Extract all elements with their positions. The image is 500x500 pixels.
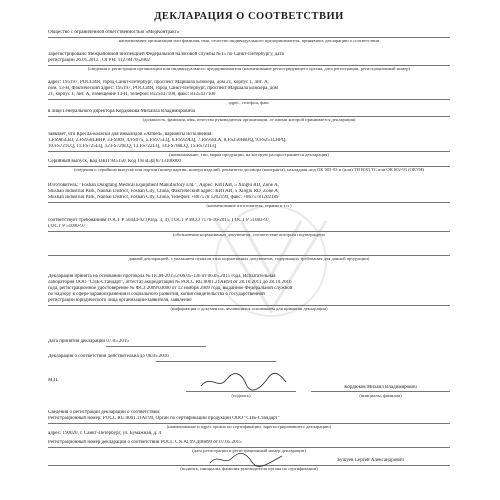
basis-line-1: Декларация принята на основании протокола № ПСМ-2015/2/06.05-136 от 06.05.2015 года, Испытательная xyxy=(48,274,276,279)
product-line-2: 1.FS985LBJ, 2.FS958LBHP, 3.FS909, 4.FS975, 5.FS975LQ, 6.FS959LQ, 7.FS958LA, 8.FS250HBJQ, 9.FS251LHPQ, xyxy=(48,138,287,143)
registration-line-3: Регистрационный номер декларации о соответствии РОСС CN.АГ99.Д06899 от 07.05.2015 xyxy=(48,440,242,445)
registration-line-2: регистрации 26.01.2012 , ОГРН: 1127847052002 xyxy=(48,58,151,63)
signatory-name-caption: (инициалы, фамилия) xyxy=(359,393,402,398)
registration-caption-2: (дата регистрации и регистрационный номер декларации) xyxy=(192,448,306,453)
product-line-1: заявляет, что Кресла-коляски для инвалидов «Armed», варианты исполнения: xyxy=(48,132,213,137)
address-line-3: 21, корпус 1, лит. А, помещение 13-Н, телефон: 8125437100, факс: 8125437100 xyxy=(48,92,216,97)
director-line: в лице Генерального директора Кордюкова Михаила Владимировича xyxy=(48,109,195,114)
divider xyxy=(156,361,276,362)
registration-caption-1: (наименование и адрес органа по сертификации, зарегистрировавшего декларацию) xyxy=(166,424,332,429)
divider xyxy=(106,346,206,347)
registration-heading: Сведения о регистрации декларации о соответствии: xyxy=(48,410,161,415)
registration-line-1: Регистрационный номер: РОСС RU.0001.11АГ99, Орган по сертификации продукции ООО "СПБ-Стандарт" xyxy=(48,416,280,421)
signature-scribble-icon xyxy=(196,370,291,392)
signature-caption: (подпись) xyxy=(231,393,251,398)
serial-line: Серийный выпуск, Код ОКП 945150, Код ТН ВЭД 8713100000 xyxy=(48,159,182,164)
document-title: ДЕКЛАРАЦИЯ О СООТВЕТСТВИИ xyxy=(154,11,344,22)
maker-line-3: Shishan Industrial Park, Nanhai District, Foshan City, China, телефон: +867578 1202199, факс: +8675781202189 xyxy=(48,195,279,200)
applicant-caption: наименование организации или фамилия, имя, отчество индивидуального предпринимателя, принявших декларацию о соответствии xyxy=(118,38,380,43)
registration-address: адрес: 190020, г. Санкт-Петербург, ул. Бумажная, д. 4 xyxy=(48,431,161,436)
mp-label: М.П. xyxy=(48,378,59,383)
basis-line-5: регистрации юридического лица организации-заявителя, заявление xyxy=(48,298,192,303)
basis-line-4: по надзору в сфере здравоохранения и социального развития, копия свидетельства о государственной xyxy=(48,292,265,297)
product-caption: (наименование, тип, марка продукции, на которую распространяется декларация) xyxy=(169,152,329,157)
basis-line-3: года, регистрационное удостоверение № ФСЗ 2009/03690 от 12 ноября 2009 года, выданное Федеральной службой xyxy=(48,286,293,291)
maker-caption: (наименование изготовителя, страны и т.п.) xyxy=(206,203,292,208)
registrar-signature-icon xyxy=(206,450,286,468)
maker-line-2: Shishan Industrial Park, Nanhai District, Foshan City, China, Фактический адрес: КИТАЙ, 5 Xinglu RD, Zone A, xyxy=(48,189,280,194)
standards-line-1: соответствует требованиям ГОСТ Р 50444-92 (Разд. 3, 4), ГОСТ Р ИСО 7176-16-2015, ГОСТ Р 51083-97, xyxy=(48,218,271,223)
basis-line-2: лаборатория ООО "СПБ-Стандарт", аттестат аккредитации № РОСС RU.0001.21АВ94 от 28.10.2011 до 28.10.2016 xyxy=(48,280,292,285)
standards-line-2: ГОСТ Р 51090-97 xyxy=(48,224,86,229)
watermark-stamp-icon xyxy=(196,201,346,331)
date-accepted: Дата принятия декларации 07.05.2015 xyxy=(48,339,129,344)
registrar-name: Бушуев Сергей Александрович xyxy=(337,458,404,463)
divider xyxy=(311,391,450,392)
signatory-name: Кордюков Михаил Владимирович xyxy=(344,385,417,390)
standards-caption-1: (обозначение нормативных документов, соответствие которым подтверждено xyxy=(173,232,325,237)
address-line-2: пом. 13-Н, Фактический адрес: 195197, РОССИЯ, город Санкт-Петербург, проспект Маршала Блюхера, дом xyxy=(48,86,278,91)
registration-line-1: Зарегистрировано Межрайонной инспекцией Федеральной налоговой службы №15 по Санкт-Петербургу, дата xyxy=(48,52,284,57)
registrar-caption: (подпись, инициалы, фамилия руководителя органа по сертификации) xyxy=(180,466,318,471)
address-line-1: адрес: 195197, РОССИЯ, город Санкт-Петербург, проспект Маршала Блюхера, дом 21, корпус 1, лит. А, xyxy=(48,80,269,85)
registration-caption: (сведения о регистрации организации или индивидуального предпринимателя (наименование регистрирующего органа, дата регистрации, регистрационный номер) xyxy=(87,66,411,71)
director-caption: (должность, фамилия, имя, отчество руководителя организации, от имени которой принимается декларация) xyxy=(142,117,356,122)
basis-caption: (информация о документах, являющихся основанием для принятия декларации) xyxy=(170,306,328,311)
product-line-3: 10.FS721LQ, 11.FS725LQ, 12.FS720LQ, 13.FS722LQ, 14.FS708LQ, 15.FS721LQ xyxy=(48,144,217,149)
serial-caption: (сведения о серийном выпуске или партии (номер партии, номера изделий, реквизиты договора (контракта), накладная ,код ОК 005-93 и (или) ТН ВЭД ТС или ОК 002-93 (ОКУН) xyxy=(73,167,425,172)
applicant-name: Общество с ограниченной ответственностью «МедКонтракт» xyxy=(48,30,180,35)
standards-caption-2: данной декларацией, с указанием пунктов этих нормативных документов, содержащих требования для данной продукции) xyxy=(128,256,370,261)
date-valid-until: Декларация о соответствии действительна до 06.05.2016 xyxy=(48,354,169,359)
maker-line-1: Изготовитель: "Foshan Dongfang Medical Equipment Manufactory Ltd.", Адрес: КИТАЙ, 5 Xinglu RD, Zone A, xyxy=(48,183,279,188)
declaration-page xyxy=(36,6,462,486)
address-caption: адрес, телефон, факс xyxy=(228,100,270,105)
